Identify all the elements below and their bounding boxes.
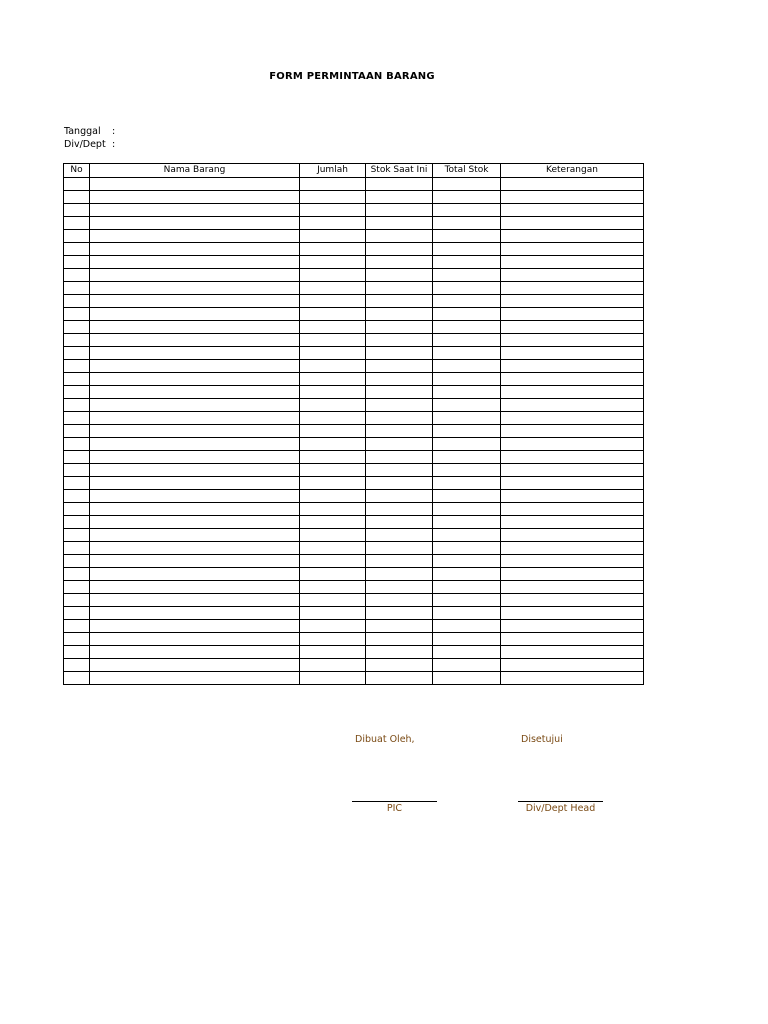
cell-jumlah [300,529,366,542]
cell-nama-barang [90,425,300,438]
table-row [64,581,644,594]
cell-no [64,243,90,256]
cell-total-stok [433,191,501,204]
cell-keterangan [501,425,644,438]
pic-signature-line [352,801,437,802]
cell-stok-saat-ini [366,308,433,321]
cell-no [64,594,90,607]
cell-no [64,659,90,672]
cell-total-stok [433,477,501,490]
cell-jumlah [300,256,366,269]
cell-no [64,178,90,191]
cell-jumlah [300,373,366,386]
cell-total-stok [433,230,501,243]
table-row [64,347,644,360]
cell-jumlah [300,646,366,659]
cell-total-stok [433,633,501,646]
cell-stok-saat-ini [366,464,433,477]
cell-jumlah [300,438,366,451]
cell-keterangan [501,659,644,672]
div-dept-field [64,138,115,151]
cell-no [64,620,90,633]
cell-stok-saat-ini [366,529,433,542]
table-row [64,451,644,464]
tanggal-label: Tanggal [64,126,101,137]
cell-keterangan [501,178,644,191]
cell-total-stok [433,295,501,308]
cell-nama-barang [90,295,300,308]
cell-jumlah [300,607,366,620]
table-row [64,672,644,685]
cell-nama-barang [90,464,300,477]
cell-nama-barang [90,178,300,191]
table-row [64,503,644,516]
cell-stok-saat-ini [366,581,433,594]
cell-keterangan [501,295,644,308]
cell-no [64,555,90,568]
cell-jumlah [300,308,366,321]
cell-keterangan [501,334,644,347]
cell-nama-barang [90,542,300,555]
cell-jumlah [300,477,366,490]
cell-keterangan [501,464,644,477]
cell-jumlah [300,659,366,672]
cell-jumlah [300,230,366,243]
cell-total-stok [433,594,501,607]
cell-nama-barang [90,594,300,607]
cell-stok-saat-ini [366,425,433,438]
cell-jumlah [300,321,366,334]
cell-jumlah [300,360,366,373]
cell-nama-barang [90,438,300,451]
header-stok-saat-ini: Stok Saat Ini [366,164,433,178]
cell-jumlah [300,581,366,594]
cell-total-stok [433,308,501,321]
cell-total-stok [433,217,501,230]
cell-no [64,646,90,659]
cell-keterangan [501,646,644,659]
cell-keterangan [501,581,644,594]
table-row [64,178,644,191]
table-row [64,568,644,581]
cell-total-stok [433,243,501,256]
div-dept-separator: : [112,139,116,150]
cell-stok-saat-ini [366,542,433,555]
cell-stok-saat-ini [366,555,433,568]
cell-nama-barang [90,620,300,633]
table-row [64,607,644,620]
cell-keterangan [501,607,644,620]
cell-keterangan [501,230,644,243]
cell-stok-saat-ini [366,503,433,516]
cell-no [64,191,90,204]
cell-no [64,568,90,581]
cell-no [64,477,90,490]
cell-nama-barang [90,399,300,412]
cell-total-stok [433,425,501,438]
cell-keterangan [501,243,644,256]
cell-jumlah [300,191,366,204]
cell-keterangan [501,386,644,399]
cell-jumlah [300,178,366,191]
table-row [64,620,644,633]
cell-no [64,347,90,360]
cell-jumlah [300,243,366,256]
table-row [64,386,644,399]
header-nama-barang: Nama Barang [90,164,300,178]
cell-jumlah [300,490,366,503]
cell-keterangan [501,503,644,516]
cell-keterangan [501,347,644,360]
cell-jumlah [300,633,366,646]
table-row [64,659,644,672]
cell-total-stok [433,490,501,503]
cell-nama-barang [90,633,300,646]
cell-total-stok [433,204,501,217]
cell-stok-saat-ini [366,633,433,646]
cell-keterangan [501,633,644,646]
cell-jumlah [300,386,366,399]
cell-no [64,269,90,282]
cell-nama-barang [90,451,300,464]
cell-total-stok [433,607,501,620]
table-row [64,438,644,451]
table-row [64,633,644,646]
cell-jumlah [300,451,366,464]
cell-keterangan [501,412,644,425]
table-row [64,256,644,269]
cell-jumlah [300,594,366,607]
cell-total-stok [433,256,501,269]
cell-no [64,672,90,685]
cell-keterangan [501,542,644,555]
head-role: Div/Dept Head [525,803,596,814]
cell-nama-barang [90,321,300,334]
cell-nama-barang [90,503,300,516]
cell-nama-barang [90,230,300,243]
cell-nama-barang [90,269,300,282]
cell-keterangan [501,282,644,295]
cell-total-stok [433,360,501,373]
table-row [64,464,644,477]
cell-nama-barang [90,204,300,217]
cell-nama-barang [90,360,300,373]
cell-total-stok [433,399,501,412]
approved-label: Disetujui [521,734,563,745]
cell-total-stok [433,516,501,529]
header-no: No [64,164,90,178]
cell-stok-saat-ini [366,295,433,308]
cell-total-stok [433,542,501,555]
cell-nama-barang [90,243,300,256]
cell-total-stok [433,568,501,581]
cell-no [64,412,90,425]
cell-no [64,542,90,555]
cell-keterangan [501,672,644,685]
cell-stok-saat-ini [366,243,433,256]
cell-jumlah [300,620,366,633]
table-row [64,230,644,243]
cell-total-stok [433,672,501,685]
cell-total-stok [433,438,501,451]
items-table [63,163,644,685]
cell-total-stok [433,412,501,425]
cell-stok-saat-ini [366,321,433,334]
cell-nama-barang [90,282,300,295]
cell-nama-barang [90,646,300,659]
table-row [64,594,644,607]
cell-jumlah [300,204,366,217]
table-row [64,412,644,425]
table-row [64,217,644,230]
cell-nama-barang [90,217,300,230]
table-row [64,269,644,282]
cell-jumlah [300,295,366,308]
cell-total-stok [433,386,501,399]
cell-no [64,503,90,516]
cell-jumlah [300,542,366,555]
table-row [64,334,644,347]
cell-nama-barang [90,490,300,503]
cell-stok-saat-ini [366,672,433,685]
cell-jumlah [300,503,366,516]
cell-jumlah [300,555,366,568]
cell-stok-saat-ini [366,477,433,490]
cell-stok-saat-ini [366,256,433,269]
cell-keterangan [501,555,644,568]
cell-keterangan [501,269,644,282]
cell-jumlah [300,568,366,581]
cell-nama-barang [90,347,300,360]
table-row [64,477,644,490]
cell-keterangan [501,490,644,503]
cell-no [64,529,90,542]
cell-keterangan [501,516,644,529]
cell-jumlah [300,217,366,230]
table-row [64,243,644,256]
cell-nama-barang [90,529,300,542]
cell-jumlah [300,269,366,282]
cell-total-stok [433,659,501,672]
cell-no [64,425,90,438]
cell-stok-saat-ini [366,516,433,529]
table-row [64,555,644,568]
cell-keterangan [501,594,644,607]
cell-total-stok [433,347,501,360]
cell-nama-barang [90,191,300,204]
cell-nama-barang [90,386,300,399]
cell-total-stok [433,451,501,464]
form-title: FORM PERMINTAAN BARANG [269,71,435,82]
cell-no [64,386,90,399]
cell-total-stok [433,646,501,659]
cell-stok-saat-ini [366,620,433,633]
cell-jumlah [300,672,366,685]
table-row [64,360,644,373]
cell-no [64,464,90,477]
table-row [64,646,644,659]
cell-stok-saat-ini [366,438,433,451]
cell-nama-barang [90,412,300,425]
cell-nama-barang [90,607,300,620]
cell-jumlah [300,334,366,347]
cell-stok-saat-ini [366,360,433,373]
cell-nama-barang [90,334,300,347]
cell-no [64,581,90,594]
table-row [64,321,644,334]
cell-no [64,230,90,243]
cell-keterangan [501,256,644,269]
cell-stok-saat-ini [366,568,433,581]
cell-keterangan [501,321,644,334]
cell-keterangan [501,399,644,412]
table-row [64,399,644,412]
cell-keterangan [501,438,644,451]
cell-jumlah [300,425,366,438]
cell-nama-barang [90,672,300,685]
cell-total-stok [433,529,501,542]
cell-stok-saat-ini [366,490,433,503]
cell-stok-saat-ini [366,178,433,191]
cell-keterangan [501,373,644,386]
header-total-stok: Total Stok [433,164,501,178]
cell-nama-barang [90,581,300,594]
cell-jumlah [300,347,366,360]
cell-stok-saat-ini [366,399,433,412]
table-row [64,516,644,529]
header-jumlah: Jumlah [300,164,366,178]
cell-no [64,334,90,347]
cell-no [64,516,90,529]
cell-no [64,256,90,269]
cell-stok-saat-ini [366,386,433,399]
head-signature-line [518,801,603,802]
cell-stok-saat-ini [366,269,433,282]
cell-no [64,633,90,646]
cell-stok-saat-ini [366,412,433,425]
cell-stok-saat-ini [366,347,433,360]
cell-no [64,399,90,412]
table-row [64,542,644,555]
table-row [64,204,644,217]
cell-total-stok [433,269,501,282]
cell-keterangan [501,360,644,373]
cell-nama-barang [90,516,300,529]
cell-stok-saat-ini [366,282,433,295]
cell-total-stok [433,321,501,334]
table-body [64,178,644,685]
pic-role: PIC [386,803,403,814]
cell-total-stok [433,373,501,386]
cell-stok-saat-ini [366,204,433,217]
cell-jumlah [300,516,366,529]
cell-no [64,360,90,373]
cell-keterangan [501,308,644,321]
table-row [64,295,644,308]
cell-jumlah [300,464,366,477]
cell-total-stok [433,464,501,477]
cell-total-stok [433,282,501,295]
table-row [64,308,644,321]
table-row [64,282,644,295]
cell-keterangan [501,217,644,230]
cell-nama-barang [90,659,300,672]
cell-no [64,451,90,464]
cell-no [64,438,90,451]
cell-nama-barang [90,555,300,568]
cell-no [64,282,90,295]
cell-nama-barang [90,568,300,581]
cell-keterangan [501,451,644,464]
cell-keterangan [501,191,644,204]
cell-stok-saat-ini [366,451,433,464]
cell-stok-saat-ini [366,594,433,607]
cell-no [64,217,90,230]
cell-jumlah [300,282,366,295]
cell-jumlah [300,399,366,412]
cell-keterangan [501,204,644,217]
cell-nama-barang [90,477,300,490]
made-by-label: Dibuat Oleh, [355,734,415,745]
cell-nama-barang [90,308,300,321]
cell-nama-barang [90,256,300,269]
cell-keterangan [501,620,644,633]
cell-keterangan [501,477,644,490]
cell-stok-saat-ini [366,334,433,347]
cell-no [64,490,90,503]
cell-total-stok [433,555,501,568]
cell-no [64,607,90,620]
cell-no [64,321,90,334]
cell-total-stok [433,581,501,594]
cell-keterangan [501,568,644,581]
cell-no [64,295,90,308]
div-dept-label: Div/Dept [64,139,106,150]
cell-total-stok [433,503,501,516]
cell-stok-saat-ini [366,230,433,243]
cell-stok-saat-ini [366,191,433,204]
table-row [64,529,644,542]
cell-jumlah [300,412,366,425]
cell-stok-saat-ini [366,217,433,230]
table-header-row [64,164,644,178]
table-row [64,373,644,386]
cell-no [64,204,90,217]
tanggal-field [64,125,115,138]
cell-stok-saat-ini [366,607,433,620]
cell-stok-saat-ini [366,373,433,386]
cell-no [64,308,90,321]
table-row [64,425,644,438]
table-row [64,191,644,204]
cell-stok-saat-ini [366,659,433,672]
header-keterangan: Keterangan [501,164,644,178]
cell-stok-saat-ini [366,646,433,659]
table-row [64,490,644,503]
cell-total-stok [433,334,501,347]
cell-total-stok [433,178,501,191]
cell-nama-barang [90,373,300,386]
tanggal-separator: : [112,126,116,137]
cell-total-stok [433,620,501,633]
cell-no [64,373,90,386]
cell-keterangan [501,529,644,542]
